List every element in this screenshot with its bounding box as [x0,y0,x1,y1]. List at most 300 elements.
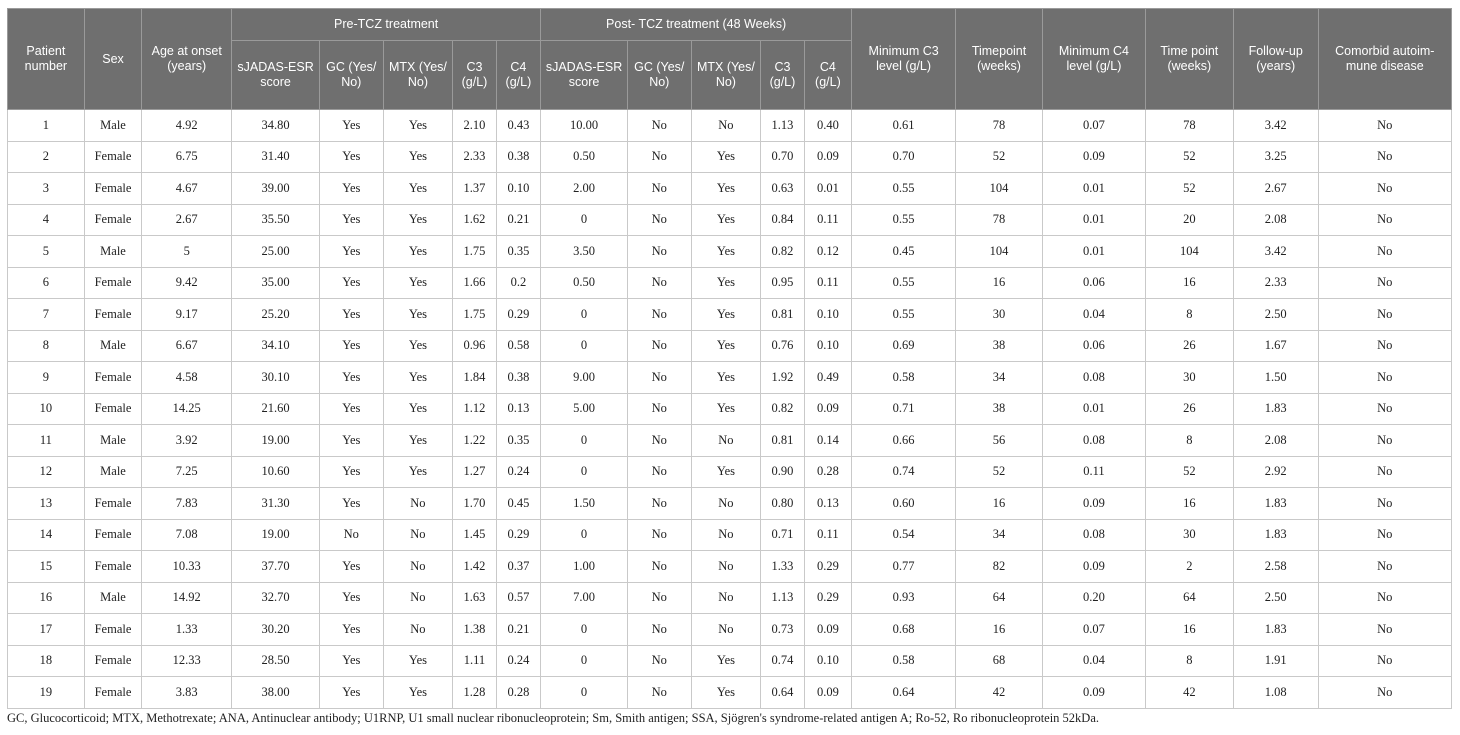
table-cell: 5 [142,236,232,268]
table-row [8,362,1452,394]
table-cell: 0.55 [852,299,956,331]
table-cell: 0 [541,456,628,488]
table-cell: 2.92 [1233,456,1318,488]
table-cell: 0.68 [852,614,956,646]
table-cell: Female [84,173,142,205]
table-cell: No [627,204,691,236]
table-cell: Male [84,425,142,457]
table-cell: 0.09 [1042,551,1145,583]
table-cell: 30 [956,299,1043,331]
table-cell: 0.11 [1042,456,1145,488]
table-cell: No [627,393,691,425]
table-cell: 1.83 [1233,519,1318,551]
table-cell: 0.35 [496,425,540,457]
table-cell: 1.12 [453,393,496,425]
table-cell: 0.07 [1042,614,1145,646]
table-cell: 0.61 [852,110,956,142]
table-cell: 8 [1145,425,1233,457]
table-cell: 0.10 [804,299,851,331]
header-minimum-c3: Minimum C3 level (g/L) [852,9,956,110]
table-cell: Male [84,456,142,488]
header-post-gc: GC (Yes/ No) [627,41,691,110]
table-cell: Female [84,677,142,709]
table-cell: 19.00 [232,519,320,551]
table-cell: Yes [319,425,383,457]
table-cell: 0.57 [496,582,540,614]
table-cell: No [1318,488,1451,520]
table-cell: 0.35 [496,236,540,268]
table-cell: Yes [691,236,761,268]
table-cell: 0 [541,677,628,709]
table-cell: 1.75 [453,236,496,268]
table-cell: 0.63 [761,173,804,205]
table-cell: 4.67 [142,173,232,205]
table-cell: 0.10 [804,645,851,677]
table-cell: 1.66 [453,267,496,299]
table-cell: No [383,582,453,614]
table-cell: Yes [691,330,761,362]
table-cell: 0.58 [852,362,956,394]
table-row [8,204,1452,236]
table-cell: No [1318,614,1451,646]
table-cell: 16 [956,488,1043,520]
table-cell: 0.07 [1042,110,1145,142]
table-cell: Male [84,582,142,614]
table-cell: No [1318,645,1451,677]
table-cell: 30 [1145,362,1233,394]
table-cell: 1.13 [761,110,804,142]
table-cell: No [1318,425,1451,457]
table-cell: 0.60 [852,488,956,520]
table-cell: 16 [8,582,85,614]
table-cell: Female [84,488,142,520]
table-cell: 0.69 [852,330,956,362]
table-cell: 0.82 [761,236,804,268]
table-cell: Yes [319,393,383,425]
table-cell: 19.00 [232,425,320,457]
table-cell: 0.54 [852,519,956,551]
table-cell: 4.58 [142,362,232,394]
header-age-at-onset: Age at onset (years) [142,9,232,110]
table-cell: 78 [956,110,1043,142]
table-cell: 0.10 [496,173,540,205]
table-cell: 0.45 [852,236,956,268]
table-cell: Yes [691,267,761,299]
table-cell: 14 [8,519,85,551]
patient-data-table [7,8,1452,709]
table-cell: No [383,488,453,520]
table-cell: 0.2 [496,267,540,299]
table-row [8,645,1452,677]
table-cell: 2.33 [1233,267,1318,299]
table-cell: 12 [8,456,85,488]
table-cell: 0.09 [804,677,851,709]
table-cell: 1.38 [453,614,496,646]
table-cell: 30.20 [232,614,320,646]
table-cell: 6 [8,267,85,299]
table-cell: 68 [956,645,1043,677]
table-cell: 7.00 [541,582,628,614]
table-cell: 52 [1145,173,1233,205]
table-cell: Yes [319,677,383,709]
table-cell: Yes [319,236,383,268]
table-cell: Yes [319,173,383,205]
table-cell: 2.33 [453,141,496,173]
table-cell: 1.11 [453,645,496,677]
table-cell: Yes [383,236,453,268]
table-cell: 4.92 [142,110,232,142]
table-cell: No [627,110,691,142]
table-cell: 78 [1145,110,1233,142]
table-cell: 42 [1145,677,1233,709]
table-cell: 0.76 [761,330,804,362]
table-cell: 7 [8,299,85,331]
header-pre-gc: GC (Yes/ No) [319,41,383,110]
table-cell: Yes [383,141,453,173]
table-cell: Yes [319,141,383,173]
table-cell: 0.58 [496,330,540,362]
table-cell: No [691,488,761,520]
table-cell: No [627,267,691,299]
table-cell: 0.06 [1042,267,1145,299]
table-row [8,677,1452,709]
header-post-sjadas: sJADAS-ESR score [541,41,628,110]
table-cell: No [1318,267,1451,299]
table-cell: No [1318,582,1451,614]
table-cell: No [627,236,691,268]
table-cell: Female [84,141,142,173]
table-row [8,330,1452,362]
table-cell: 0.80 [761,488,804,520]
table-cell: 0.28 [804,456,851,488]
table-cell: 1.70 [453,488,496,520]
header-post-c3: C3 (g/L) [761,41,804,110]
table-cell: Female [84,551,142,583]
table-cell: 32.70 [232,582,320,614]
table-cell: 7.25 [142,456,232,488]
table-cell: 0.28 [496,677,540,709]
table-cell: Female [84,267,142,299]
table-cell: 1.92 [761,362,804,394]
table-cell: Yes [383,425,453,457]
table-cell: 0.50 [541,141,628,173]
table-cell: 5.00 [541,393,628,425]
table-cell: No [1318,110,1451,142]
table-cell: Yes [383,456,453,488]
table-cell: 3.42 [1233,110,1318,142]
table-cell: No [691,614,761,646]
table-cell: 0.81 [761,299,804,331]
table-cell: Yes [383,173,453,205]
table-cell: 1.84 [453,362,496,394]
table-cell: 42 [956,677,1043,709]
table-cell: No [627,677,691,709]
table-cell: 0.09 [1042,488,1145,520]
table-cell: 0.29 [804,551,851,583]
table-row [8,425,1452,457]
table-cell: 0.04 [1042,645,1145,677]
table-cell: 11 [8,425,85,457]
table-cell: 6.75 [142,141,232,173]
table-cell: 2.58 [1233,551,1318,583]
table-cell: No [383,519,453,551]
table-row [8,110,1452,142]
table-cell: 0.24 [496,456,540,488]
table-cell: 0.20 [1042,582,1145,614]
table-cell: No [1318,393,1451,425]
header-pre-sjadas: sJADAS-ESR score [232,41,320,110]
table-cell: 3 [8,173,85,205]
header-pre-c3: C3 (g/L) [453,41,496,110]
table-cell: 37.70 [232,551,320,583]
table-cell: 34.10 [232,330,320,362]
table-cell: No [627,425,691,457]
table-cell: 34.80 [232,110,320,142]
table-cell: 0.93 [852,582,956,614]
table-cell: 0 [541,204,628,236]
table-cell: Yes [319,551,383,583]
table-cell: 52 [956,456,1043,488]
table-cell: 2.08 [1233,425,1318,457]
table-cell: 1.42 [453,551,496,583]
table-cell: No [691,582,761,614]
table-cell: Yes [319,645,383,677]
table-cell: 0 [541,330,628,362]
table-cell: 3.25 [1233,141,1318,173]
table-cell: 0.74 [852,456,956,488]
table-cell: No [691,551,761,583]
table-cell: 0.11 [804,267,851,299]
table-cell: No [1318,236,1451,268]
table-cell: 16 [956,614,1043,646]
table-cell: Yes [383,330,453,362]
table-cell: 30.10 [232,362,320,394]
table-cell: 0 [541,519,628,551]
header-pre-mtx: MTX (Yes/ No) [383,41,453,110]
table-cell: No [627,362,691,394]
table-cell: 0.21 [496,614,540,646]
table-cell: 3.50 [541,236,628,268]
table-cell: 3.92 [142,425,232,457]
table-cell: 10.00 [541,110,628,142]
table-cell: 25.20 [232,299,320,331]
table-cell: 1.22 [453,425,496,457]
table-cell: 0.84 [761,204,804,236]
header-timepoint: Timepoint (weeks) [956,9,1043,110]
table-cell: 8 [1145,645,1233,677]
table-cell: Yes [383,393,453,425]
table-cell: Yes [383,110,453,142]
table-cell: No [627,614,691,646]
table-cell: Male [84,110,142,142]
table-cell: 31.40 [232,141,320,173]
table-cell: 0.01 [1042,204,1145,236]
table-cell: 8 [1145,299,1233,331]
table-cell: 16 [956,267,1043,299]
table-row [8,267,1452,299]
table-cell: 0.55 [852,204,956,236]
table-cell: 5 [8,236,85,268]
table-cell: No [1318,204,1451,236]
table-cell: 16 [1145,614,1233,646]
table-cell: Yes [691,173,761,205]
table-cell: 0.01 [1042,236,1145,268]
table-cell: 1.08 [1233,677,1318,709]
header-comorbid: Comorbid autoim-mune disease [1318,9,1451,110]
table-cell: 39.00 [232,173,320,205]
table-cell: No [627,645,691,677]
table-cell: 35.00 [232,267,320,299]
table-cell: 0.29 [804,582,851,614]
table-cell: 28.50 [232,645,320,677]
table-row [8,488,1452,520]
table-cell: 0.09 [1042,677,1145,709]
table-cell: 10 [8,393,85,425]
table-row [8,456,1452,488]
table-row [8,299,1452,331]
table-cell: Yes [691,362,761,394]
table-cell: 7.08 [142,519,232,551]
header-patient-number: Patient number [8,9,85,110]
table-cell: Yes [383,645,453,677]
table-cell: 82 [956,551,1043,583]
table-cell: 1.37 [453,173,496,205]
table-cell: Yes [319,362,383,394]
table-cell: 7.83 [142,488,232,520]
table-cell: No [1318,173,1451,205]
table-cell: 0.12 [804,236,851,268]
table-cell: 0 [541,645,628,677]
table-cell: 104 [956,173,1043,205]
data-table-container [7,8,1452,709]
header-follow-up: Follow-up (years) [1233,9,1318,110]
table-cell: 0.29 [496,299,540,331]
table-cell: 18 [8,645,85,677]
table-cell: 3.83 [142,677,232,709]
table-cell: 1.28 [453,677,496,709]
table-cell: 2.50 [1233,582,1318,614]
table-cell: No [1318,456,1451,488]
table-cell: Yes [383,677,453,709]
table-cell: No [627,488,691,520]
table-cell: 0.10 [804,330,851,362]
table-cell: 0.40 [804,110,851,142]
table-cell: No [627,141,691,173]
table-cell: No [1318,551,1451,583]
table-cell: 0.66 [852,425,956,457]
table-cell: 0.01 [804,173,851,205]
table-cell: 1.13 [761,582,804,614]
table-row [8,236,1452,268]
table-cell: 0.74 [761,645,804,677]
table-cell: 2.67 [1233,173,1318,205]
table-row [8,582,1452,614]
table-cell: 9 [8,362,85,394]
table-cell: No [1318,330,1451,362]
table-cell: 0.11 [804,204,851,236]
table-cell: 0.08 [1042,362,1145,394]
table-cell: Yes [319,110,383,142]
table-cell: 15 [8,551,85,583]
table-cell: 0.38 [496,141,540,173]
table-row [8,551,1452,583]
table-cell: Yes [691,299,761,331]
table-cell: 78 [956,204,1043,236]
table-cell: 8 [8,330,85,362]
table-row [8,141,1452,173]
table-cell: 34 [956,519,1043,551]
table-body [8,110,1452,709]
table-cell: Yes [383,267,453,299]
table-cell: Yes [691,393,761,425]
table-cell: 0.14 [804,425,851,457]
table-cell: 0.82 [761,393,804,425]
table-cell: 3.42 [1233,236,1318,268]
table-cell: Yes [319,456,383,488]
table-cell: Female [84,204,142,236]
table-cell: 13 [8,488,85,520]
table-cell: Female [84,645,142,677]
table-cell: 0.11 [804,519,851,551]
table-cell: 30 [1145,519,1233,551]
header-minimum-c4: Minimum C4 level (g/L) [1042,9,1145,110]
table-cell: Female [84,362,142,394]
table-cell: 1.75 [453,299,496,331]
table-cell: 1.63 [453,582,496,614]
table-cell: 0.29 [496,519,540,551]
table-cell: 14.25 [142,393,232,425]
table-row [8,173,1452,205]
table-cell: Yes [691,645,761,677]
table-cell: 0.09 [804,141,851,173]
table-cell: 0.38 [496,362,540,394]
table-cell: 0 [541,299,628,331]
table-cell: 16 [1145,488,1233,520]
table-cell: 0.64 [761,677,804,709]
table-cell: 0.45 [496,488,540,520]
table-cell: 0.21 [496,204,540,236]
table-cell: No [691,519,761,551]
table-cell: Female [84,519,142,551]
table-cell: 0.71 [852,393,956,425]
table-cell: Yes [319,299,383,331]
table-footnote: GC, Glucocorticoid; MTX, Methotrexate; ANA, Antinuclear antibody; U1RNP, U1 small nuclear ribonucleoprotein; Sm, Smith antigen; SSA, Sjögren's syndrome-related antigen A; Ro-52, Ro ribonucleoprotein 52kDa. [7,711,1100,725]
table-cell: No [627,551,691,583]
table-cell: 0.73 [761,614,804,646]
table-cell: 0.50 [541,267,628,299]
table-cell: 56 [956,425,1043,457]
header-pre-tcz-treatment: Pre-TCZ treatment [232,9,541,41]
table-cell: 1.83 [1233,488,1318,520]
table-cell: 0.95 [761,267,804,299]
table-cell: 0.96 [453,330,496,362]
table-cell: 1.50 [1233,362,1318,394]
table-cell: 0.06 [1042,330,1145,362]
table-cell: Yes [383,362,453,394]
table-cell: 2.08 [1233,204,1318,236]
table-cell: 26 [1145,330,1233,362]
table-cell: No [1318,677,1451,709]
header-post-tcz-treatment: Post- TCZ treatment (48 Weeks) [541,9,852,41]
table-cell: 0.09 [804,614,851,646]
table-cell: No [627,519,691,551]
table-cell: Yes [691,456,761,488]
table-cell: 0.43 [496,110,540,142]
table-cell: 1.45 [453,519,496,551]
table-cell: 1.83 [1233,393,1318,425]
table-cell: 1.83 [1233,614,1318,646]
table-cell: 9.42 [142,267,232,299]
